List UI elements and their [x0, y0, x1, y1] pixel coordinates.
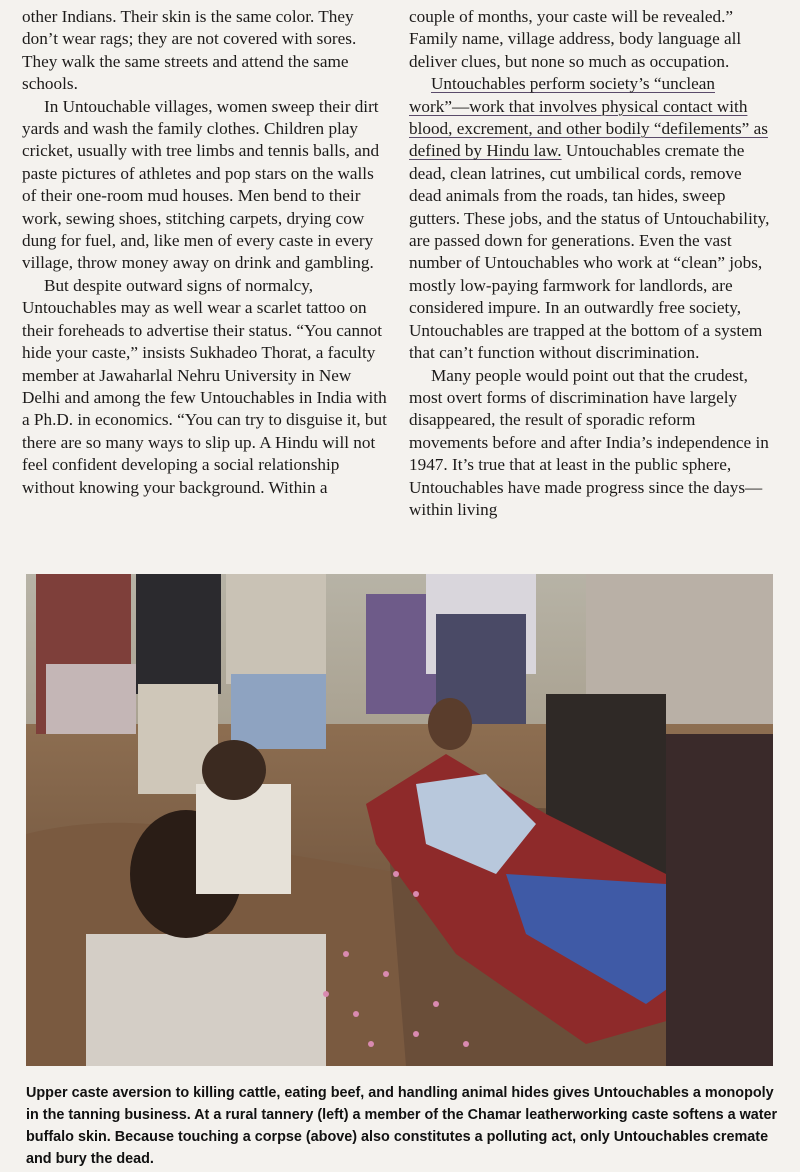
burial-photograph	[26, 574, 773, 1066]
paragraph-text: Untouchables cremate the dead, clean latrines, cut umbilical cords, remove dead animals from the roads, tan hides, sweep gutters. These jobs, and the status of Untouchability, are passed down for generations. Even the vast number of Untouchables who work at “clean” jobs, mostly low-paying farmwork for landlords, are considered impure. In an outwardly free society, Untouchables are trapped at the bottom of a system that can’t function without discrimination.	[409, 141, 770, 363]
right-column	[409, 0, 774, 560]
underlined-passage: Untouchables perform society’s “unclean work”—work that involves physical contact with blood, excrement, and other bodily “defilements” as defined by Hindu law.	[409, 74, 768, 161]
paragraph: Many people would point out that the crudest, most overt forms of discrimination have largely disappeared, the result of sporadic reform movements before and after India’s independence in 1947. It’s true that at least in the public sphere, Untouchables have made progress since the days—within living	[409, 365, 769, 519]
photo-caption: Upper caste aversion to killing cattle, eating beef, and handling animal hides gives Untouchables a monopoly in the tanning business. At a rural tannery (left) a member of the Chamar leatherworking caste softens a water buffalo skin. Because touching a corpse (above) also constitutes a polluting act, only Untouchables cremate and bury the dead.	[26, 1085, 778, 1167]
left-column	[22, 0, 387, 560]
paragraph: other Indians. Their skin is the same color. They don’t wear rags; they are not covered with sores. They walk the same streets and attend the same schools.	[22, 7, 357, 94]
photo-illustration	[26, 574, 773, 1066]
paragraph: couple of months, your caste will be revealed.” Family name, village address, body language all deliver clues, but none so much as occupation.	[409, 7, 742, 71]
paragraph: In Untouchable villages, women sweep their dirt yards and wash the family clothes. Children play cricket, usually with tree limbs and tennis balls, and paste pictures of athletes and pop stars on the walls of their one-room mud houses. Men bend to their work, sewing shoes, stitching carpets, drying cow dung for fuel, and, like men of every caste in every village, throw money away on drink and gambling.	[22, 96, 380, 273]
paragraph: But despite outward signs of normalcy, Untouchables may as well wear a scarlet tattoo on their foreheads to advertise their status. “You cannot hide your caste,” insists Sukhadeo Thorat, a faculty member at Jawaharlal Nehru University in New Delhi and among the few Untouchables in India with a Ph.D. in economics. “You can try to disguise it, but there are so many ways to slip up. A Hindu will not feel confident developing a social relationship without knowing your background. Within a	[22, 275, 387, 497]
article-body	[22, 0, 774, 560]
paragraph	[409, 73, 774, 364]
